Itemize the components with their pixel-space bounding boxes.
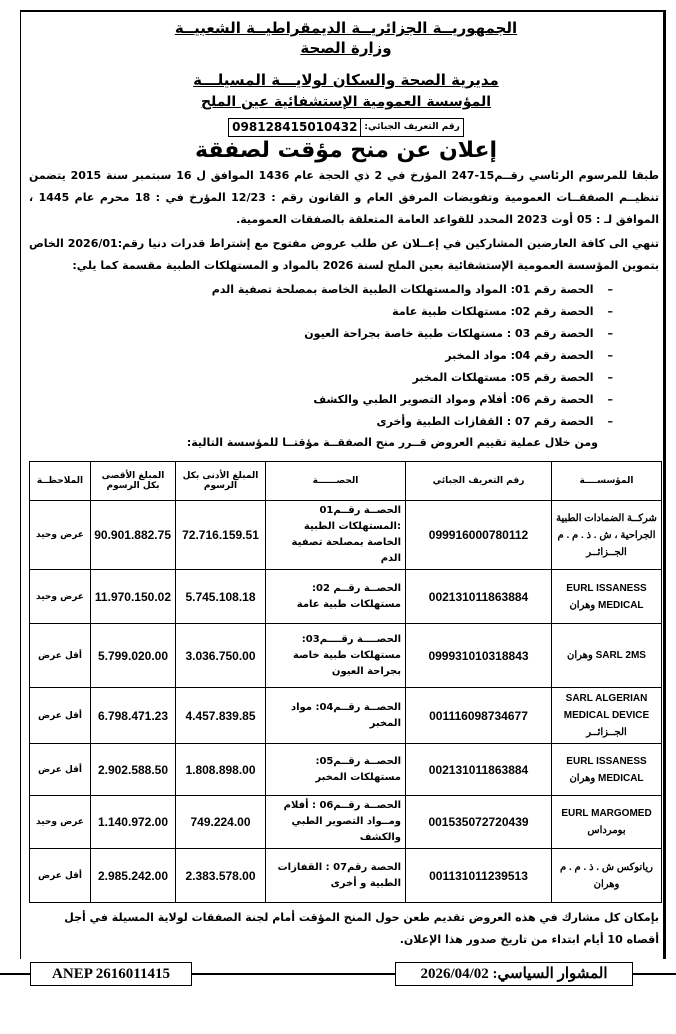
min-amount-cell: 4.457.839.85 [176, 688, 266, 744]
tax-id-cell: 001116098734677 [406, 688, 552, 744]
lots-list [29, 279, 613, 433]
max-amount-cell: 90.901.882.75 [91, 501, 176, 570]
tax-id-cell: 002131011863884 [406, 570, 552, 624]
table-header-row [30, 462, 662, 501]
award-table [29, 461, 662, 903]
tax-id-box [228, 118, 464, 137]
tax-id-label: رقم التعريف الجبائي: [360, 119, 462, 136]
table-intro: ومن خلال عملية تقييم العروض قــرر منح الصفقــة مؤقتــا للمؤسسة التالية: [186, 436, 598, 449]
directorate-heading: مديرية الصحة والسكان لولايـــة المسيلـــة [193, 71, 499, 89]
institution-cell: شركــة الضمادات الطبية الجراحية ، ش . ذ . م . م الجــزائــر [552, 501, 662, 570]
max-amount-cell: 2.985.242.00 [91, 849, 176, 903]
table-row [30, 849, 662, 903]
lot-cell: الحصــة رقــم 02: مستهلكات طبية عامة [266, 570, 406, 624]
legal-basis-paragraph: طبقا للمرسوم الرئاسي رقــم15-247 المؤرخ في 2 ذي الحجة عام 1436 الموافق ل 16 سبتمبر سنة 2015 يتضمن تنظيــم الصفقــات العمومية وتفويضات المرفق العام و القانون رقم : 12/23 المؤرخ في : 18 محرم عام 1445 ، الموافق لـ : 05 أوت 2023 المحدد للقواعد العامة المتعلقة بالصفقات العمومية. [29, 169, 660, 226]
min-amount-cell: 3.036.750.00 [176, 624, 266, 688]
lot-cell: الحصــة رقــم05: مستهلكات المخبر [266, 744, 406, 796]
remark-cell: عرض وحيد [30, 796, 91, 849]
page-frame [20, 10, 666, 959]
republic-heading: الجمهوريــة الجزائريــة الديمقراطيــة الشعبيــة [174, 19, 518, 37]
min-amount-cell: 5.745.108.18 [176, 570, 266, 624]
table-row [30, 796, 662, 849]
table-row [30, 744, 662, 796]
tax-id-cell: 099931010318843 [406, 624, 552, 688]
notice-paragraph: تنهي الى كافة العارضين المشاركين في إعــلان عن طلب عروض مفتوح مع إشتراط قدرات دنيا رقم:2026/01 الخاص بتموين المؤسسة العمومية الإستشفائية بعين الملح لسنة 2026 بالمواد و المستهلكات الطبية مقسمة كما يلي: [29, 237, 659, 272]
table-row [30, 501, 662, 570]
min-amount-cell: 72.716.159.51 [176, 501, 266, 570]
remark-cell: أقل عرض [30, 624, 91, 688]
page-title: إعلان عن منح مؤقت لصفقة [194, 138, 498, 163]
max-amount-cell: 6.798.471.23 [91, 688, 176, 744]
ministry-heading: وزارة الصحة [300, 39, 392, 57]
lot-item: – الحصة رقم 07 : القفازات الطبية وأخرى [29, 411, 613, 433]
col-lot: الحصــــــة [266, 462, 406, 501]
tax-id-cell: 001131011239513 [406, 849, 552, 903]
col-min-amount: المبلغ الأدنى بكل الرسوم [176, 462, 266, 501]
max-amount-cell: 1.140.972.00 [91, 796, 176, 849]
table-row [30, 688, 662, 744]
anep-reference: ANEP 2616011415 [30, 962, 192, 986]
tax-id-wrapper [29, 114, 663, 137]
remark-cell: أقل عرض [30, 744, 91, 796]
institution-cell: ريانوكس ش . ذ . م . م وهران [552, 849, 662, 903]
min-amount-cell: 2.383.578.00 [176, 849, 266, 903]
lot-cell: الحصــــة رقــــم03: مستهلكات طبية خاصة بجراحة العيون [266, 624, 406, 688]
lot-item: – الحصة رقم 05: مستهلكات المخبر [29, 367, 613, 389]
table-row [30, 570, 662, 624]
max-amount-cell: 5.799.020.00 [91, 624, 176, 688]
lot-item: – الحصة رقم 04: مواد المخبر [29, 345, 613, 367]
table-row [30, 624, 662, 688]
lot-cell: الحصــة رقــم06 : أفلام ومــواد التصوير الطبي والكشف [266, 796, 406, 849]
remark-cell: أقل عرض [30, 849, 91, 903]
col-institution: المؤسســــة [552, 462, 662, 501]
col-remark: الملاحظــة [30, 462, 91, 501]
col-tax-id: رقم التعريف الجبائي [406, 462, 552, 501]
institution-cell: SARL ALGERIAN MEDICAL DEVICE الجــزائــر [552, 688, 662, 744]
lot-cell: الحصة رقم07 : القفازات الطبية و أخرى [266, 849, 406, 903]
tax-id-value: 098128415010432 [232, 120, 358, 134]
tax-id-cell: 002131011863884 [406, 744, 552, 796]
lot-item: – الحصة رقم 06: أفلام ومواد التصوير الطبي والكشف [29, 389, 613, 411]
lot-cell: الحصــة رقــم04: مواد المخبر [266, 688, 406, 744]
lot-item: – الحصة رقم 01: المواد والمستهلكات الطبية الخاصة بمصلحة تصفية الدم [29, 279, 613, 301]
lot-item: – الحصة رقم 03 : مستهلكات طبية خاصة بجراحة العيون [29, 323, 613, 345]
institution-cell: EURL MARGOMED بومرداس [552, 796, 662, 849]
tax-id-cell: 099916000780112 [406, 501, 552, 570]
remark-cell: عرض وحيد [30, 570, 91, 624]
footer-row [0, 959, 676, 989]
remark-cell: عرض وحيد [30, 501, 91, 570]
min-amount-cell: 1.808.898.00 [176, 744, 266, 796]
lot-item: – الحصة رقم 02: مستهلكات طبية عامة [29, 301, 613, 323]
tax-id-cell: 001535072720439 [406, 796, 552, 849]
max-amount-cell: 11.970.150.02 [91, 570, 176, 624]
institution-cell: EURL ISSANESS MEDICAL وهران [552, 744, 662, 796]
min-amount-cell: 749.224.00 [176, 796, 266, 849]
institution-cell: SARL 2MS وهران [552, 624, 662, 688]
newspaper-date: المشوار السياسي: 2026/04/02 [395, 962, 633, 986]
appeal-note: بإمكان كل مشارك في هذه العروض تقديم طعن حول المنح المؤقت أمام لجنة الصفقات لولاية المسيلة في أجل أقصاه 10 أيام ابتداء من تاريخ صدور هذا الإعلان. [64, 911, 659, 946]
lot-cell: الحصــة رقــم01 :المستهلكات الطبية الخاصة بمصلحة تصفية الدم [266, 501, 406, 570]
col-max-amount: المبلغ الأقصى بكل الرسوم [91, 462, 176, 501]
institution-cell: EURL ISSANESS MEDICAL وهران [552, 570, 662, 624]
remark-cell: أقل عرض [30, 688, 91, 744]
institution-heading: المؤسسة العمومية الإستشفائية عين الملح [200, 94, 492, 110]
max-amount-cell: 2.902.588.50 [91, 744, 176, 796]
